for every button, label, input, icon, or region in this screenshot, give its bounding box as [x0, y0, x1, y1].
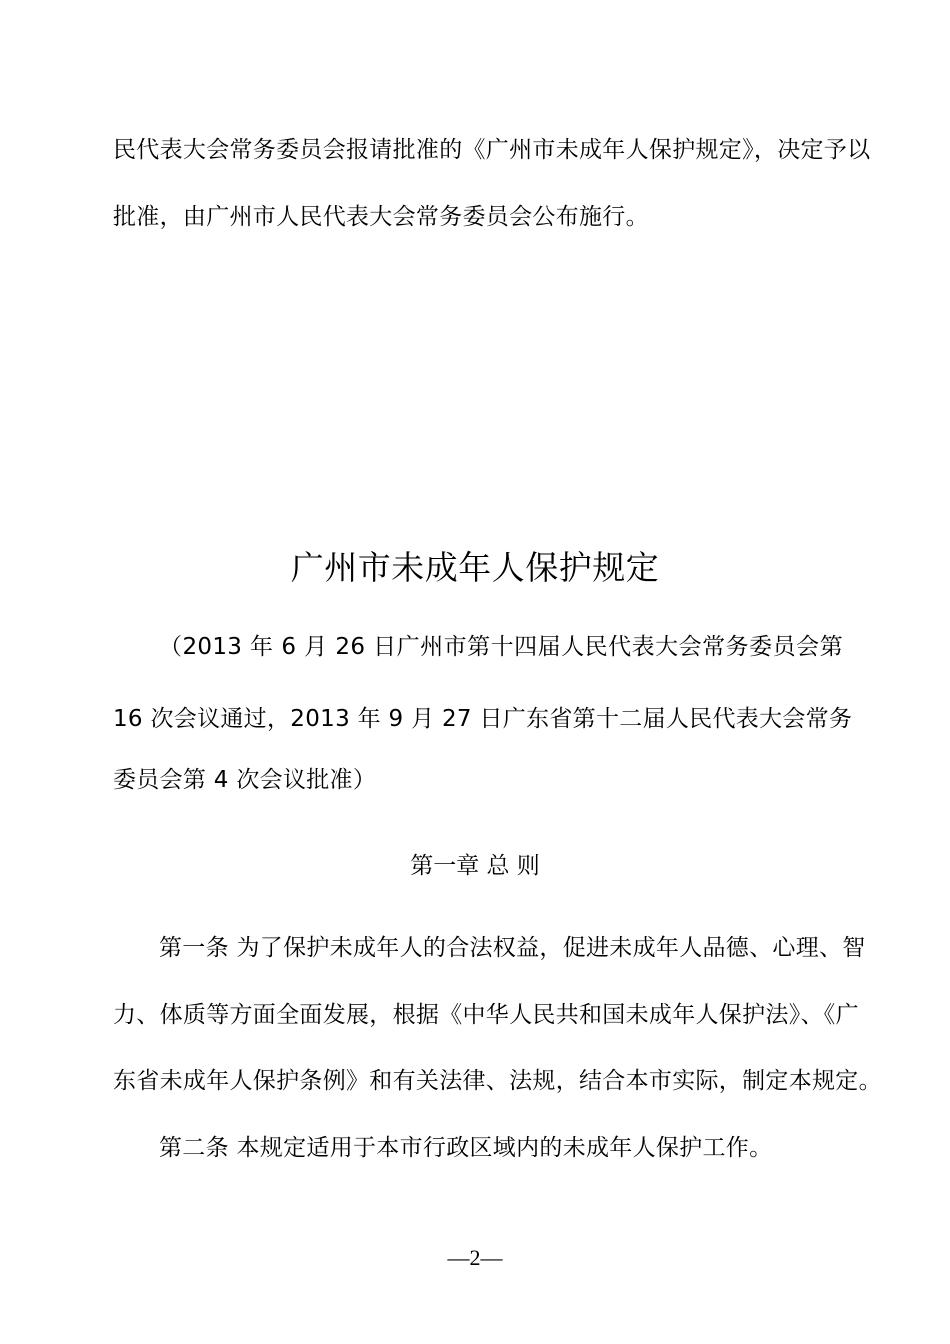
- adoption-note-line-3: 委员会第 4 次会议批准）: [113, 767, 377, 793]
- article-1-line-2: 力、体质等方面全面发展，根据《中华人民共和国未成年人保护法》、《广: [113, 1002, 859, 1028]
- document-title: 广州市未成年人保护规定: [290, 548, 660, 587]
- intro-line-1: 民代表大会常务委员会报请批准的《广州市未成年人保护规定》，决定予以: [113, 137, 871, 163]
- chapter-heading: 第一章 总 则: [410, 853, 540, 879]
- article-2-line-1: 第二条 本规定适用于本市行政区域内的未成年人保护工作。: [159, 1135, 773, 1161]
- intro-line-2: 批准，由广州市人民代表大会常务委员会公布施行。: [113, 204, 649, 230]
- article-1-line-1: 第一条 为了保护未成年人的合法权益，促进未成年人品德、心理、智: [159, 935, 866, 961]
- article-1-line-3: 东省未成年人保护条例》和有关法律、法规，结合本市实际，制定本规定。: [113, 1068, 882, 1094]
- adoption-note-line-2: 16 次会议通过，2013 年 9 月 27 日广东省第十二届人民代表大会常务: [113, 706, 853, 732]
- adoption-note-line-1: （2013 年 6 月 26 日广州市第十四届人民代表大会常务委员会第: [159, 634, 843, 660]
- page-number: —2—: [447, 1245, 503, 1270]
